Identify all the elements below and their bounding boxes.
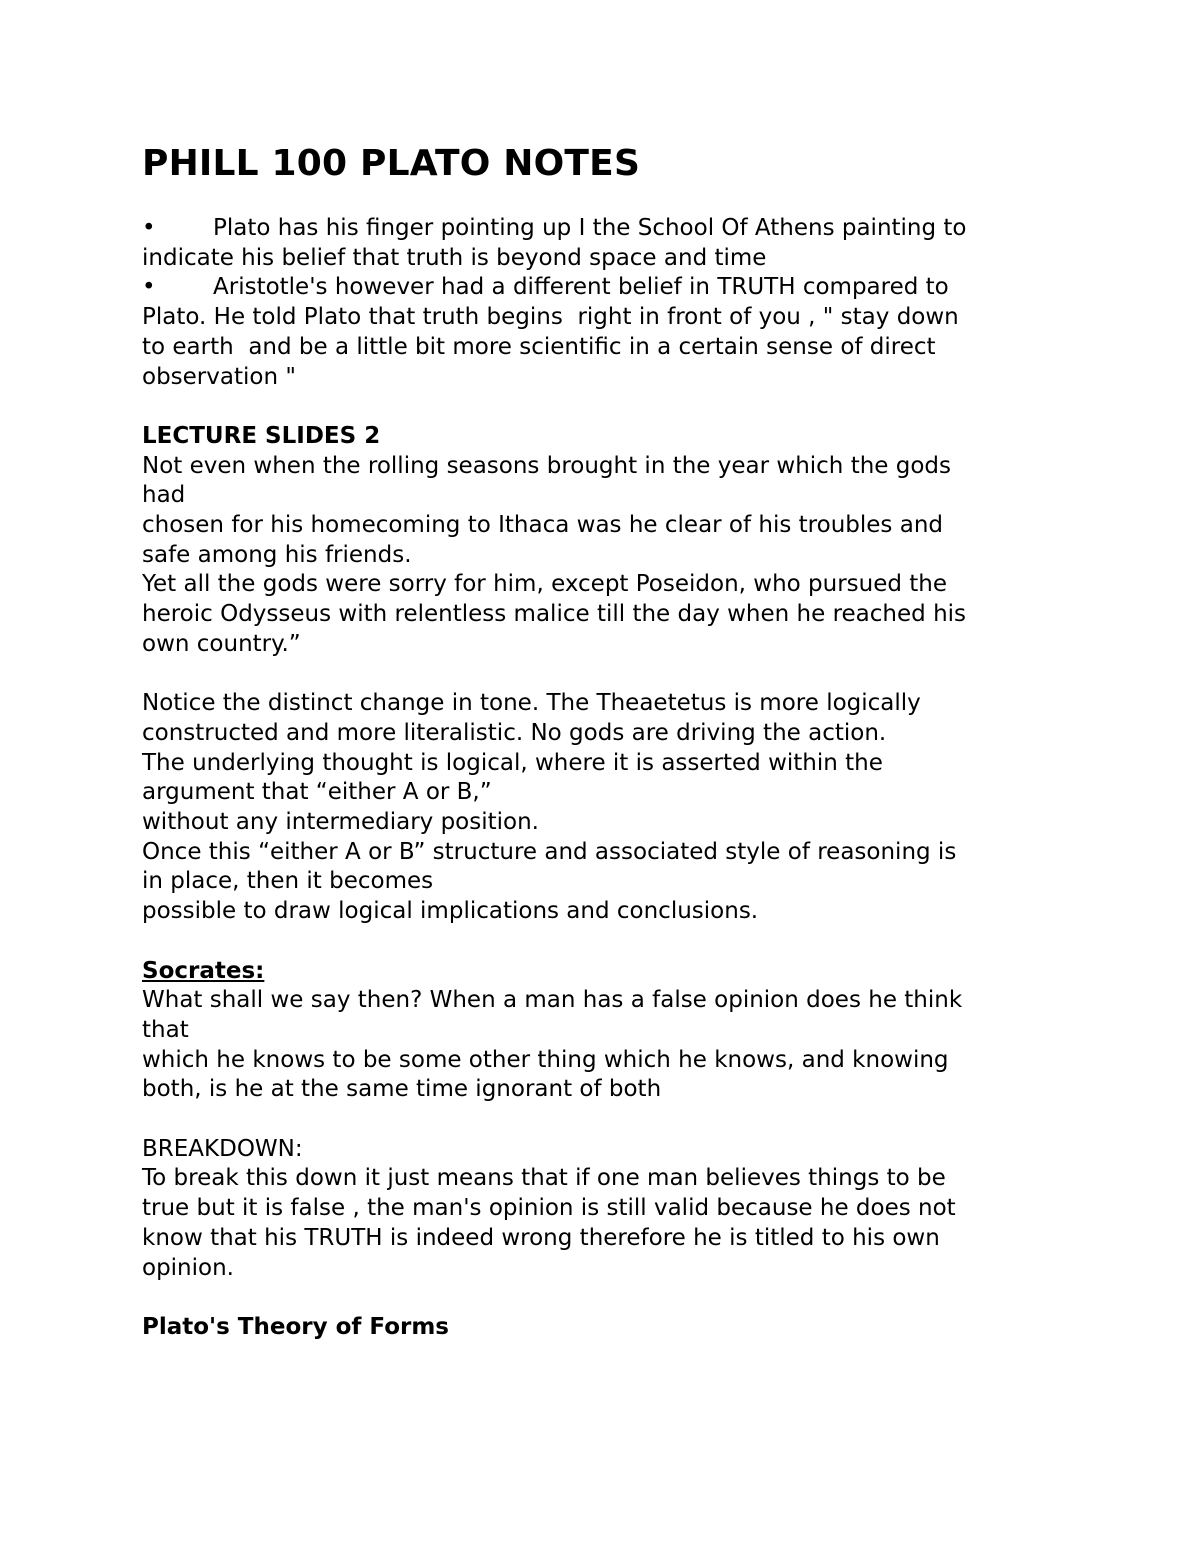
- text-line: know that his TRUTH is indeed wrong therefore he is titled to his own: [142, 1224, 940, 1251]
- text-line: both, is he at the same time ignorant of both: [142, 1076, 662, 1103]
- document-body: [142, 214, 1077, 1343]
- text-line: that: [142, 1016, 189, 1043]
- text-line: without any intermediary position.: [142, 809, 539, 836]
- text-line: observation ": [142, 363, 296, 390]
- text-line: in place, then it becomes: [142, 868, 434, 895]
- paragraph-gap: [142, 392, 1077, 422]
- text-line: chosen for his homecoming to Ithaca was he clear of his troubles and: [142, 512, 943, 539]
- text-line: own country.”: [142, 630, 301, 657]
- text-line: Plato. He told Plato that truth begins right in front of you , " stay down: [142, 304, 959, 331]
- document-title: PHILL 100 PLATO NOTES: [142, 143, 641, 184]
- lecture-heading: LECTURE SLIDES 2: [142, 422, 381, 449]
- paragraph-gap: [142, 1105, 1077, 1135]
- text-line: possible to draw logical implications and conclusions.: [142, 898, 759, 925]
- text-line: To break this down it just means that if one man believes things to be: [142, 1165, 946, 1192]
- text-line: Not even when the rolling seasons brought in the year which the gods: [142, 452, 952, 479]
- text-line: The underlying thought is logical, where it is asserted within the: [142, 749, 883, 776]
- socrates-heading: Socrates:: [142, 957, 265, 984]
- text-line: opinion.: [142, 1254, 234, 1281]
- bullet-text: Plato has his finger pointing up I the School Of Athens painting to: [213, 215, 967, 241]
- paragraph-gap: [142, 927, 1077, 957]
- bullet-item: [142, 273, 1077, 303]
- bullet-text: Aristotle's however had a different belief in TRUTH compared to: [213, 274, 949, 301]
- forms-heading: Plato's Theory of Forms: [142, 1313, 449, 1340]
- text-line: to earth and be a little bit more scientific in a certain sense of direct: [142, 333, 936, 360]
- text-line: argument that “either A or B,”: [142, 779, 492, 806]
- text-line: Once this “either A or B” structure and associated style of reasoning is: [142, 838, 957, 865]
- text-line: Yet all the gods were sorry for him, except Poseidon, who pursued the: [142, 571, 948, 598]
- document-page: [142, 140, 1077, 1343]
- text-line: indicate his belief that truth is beyond space and time: [142, 244, 767, 271]
- text-line: Notice the distinct change in tone. The Theaetetus is more logically: [142, 690, 921, 717]
- paragraph-gap: [142, 660, 1077, 690]
- text-line: had: [142, 482, 186, 509]
- text-line: which he knows to be some other thing which he knows, and knowing: [142, 1046, 949, 1073]
- bullet-marker: •: [142, 274, 156, 301]
- paragraph-gap: [142, 1283, 1077, 1313]
- breakdown-heading: BREAKDOWN:: [142, 1135, 303, 1162]
- text-line: heroic Odysseus with relentless malice till the day when he reached his: [142, 601, 967, 628]
- text-line: true but it is false , the man's opinion is still valid because he does not: [142, 1195, 956, 1222]
- text-line: safe among his friends.: [142, 541, 412, 568]
- bullet-item: [142, 214, 1077, 244]
- bullet-marker: •: [142, 215, 156, 241]
- text-line: constructed and more literalistic. No gods are driving the action.: [142, 719, 887, 746]
- text-line: What shall we say then? When a man has a false opinion does he think: [142, 987, 963, 1014]
